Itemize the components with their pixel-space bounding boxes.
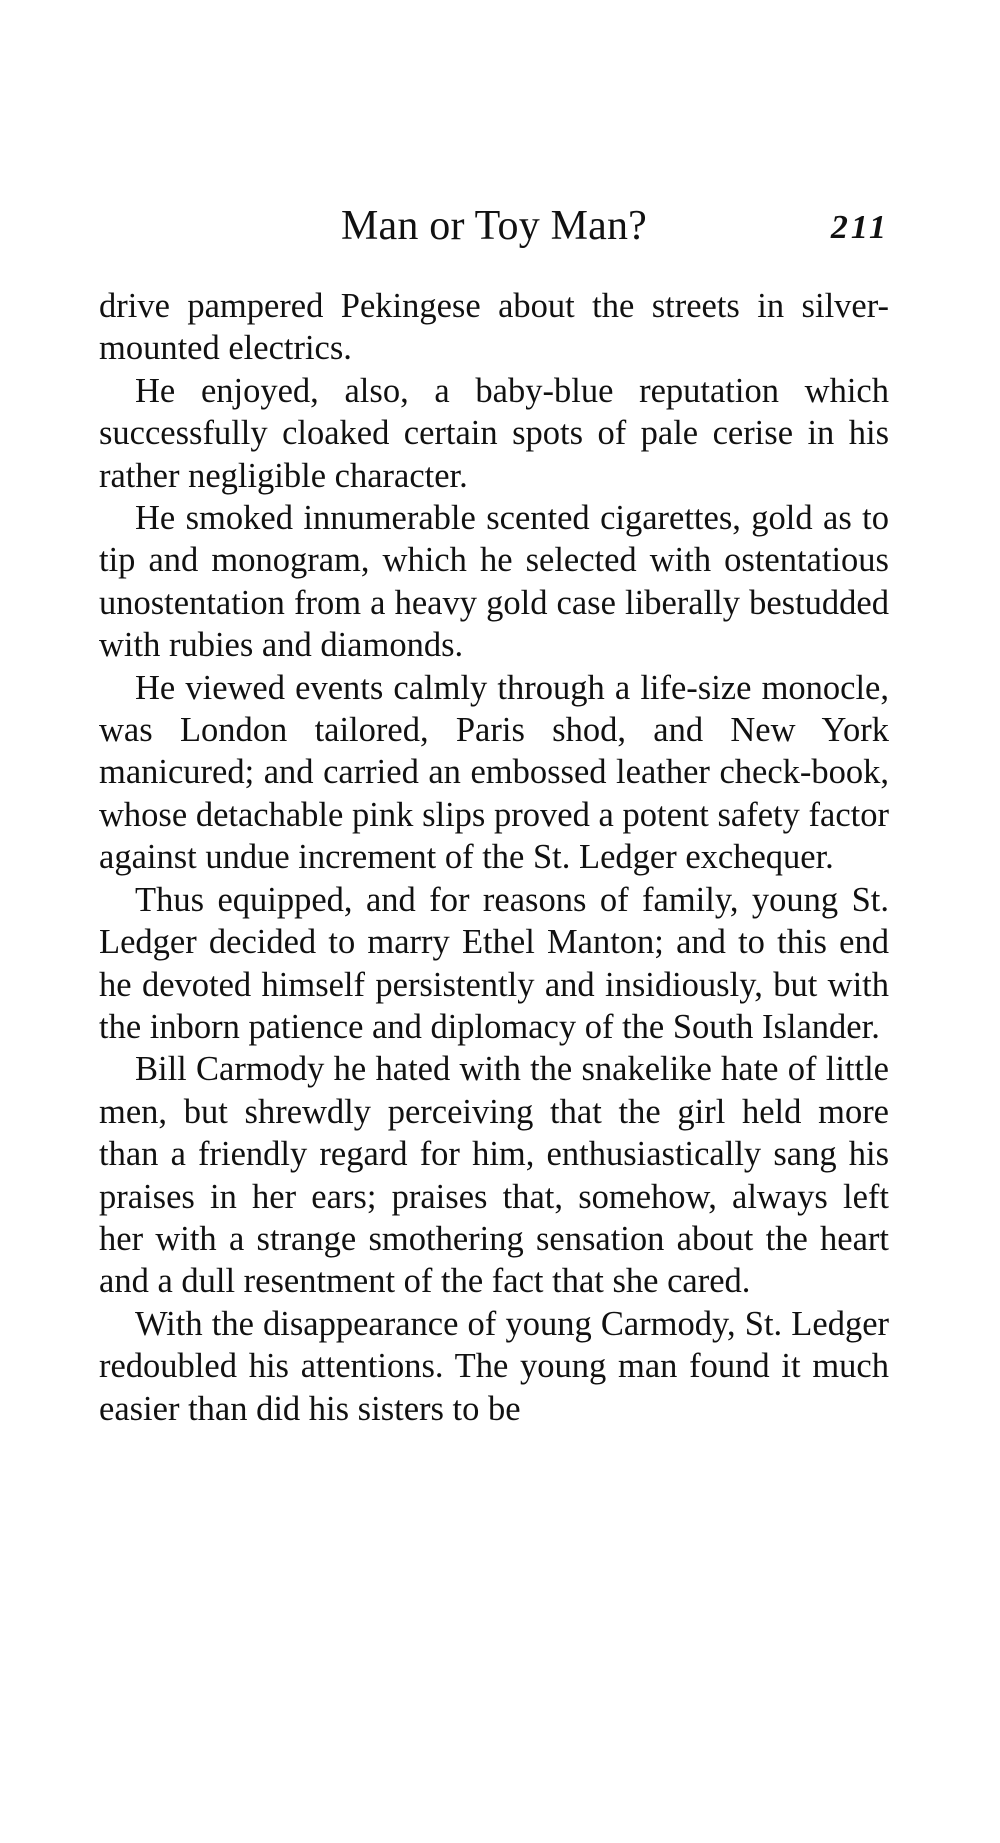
running-title: Man or Toy Man?: [340, 203, 648, 249]
paragraph: He enjoyed, also, a baby-blue reputation which successfully cloaked certain spots of pale cerise in his rather negligible character.: [99, 371, 889, 495]
paragraph: With the disappearance of young Carmody, St. Ledger redoubled his attentions. The young man found it much easier than did his sisters to be: [99, 1304, 889, 1428]
paragraph: He smoked innumerable scented cigarettes, gold as to tip and monogram, which he selected with ostentatious unostentation from a heavy gold case liberally bestudded with rubies and diamonds.: [99, 499, 889, 665]
running-head: [99, 196, 889, 256]
body-text: [99, 285, 889, 1430]
paragraph-continued: drive pampered Pekingese about the streets in silver-mounted electrics.: [99, 287, 889, 368]
paragraph: Bill Carmody he hated with the snakelike hate of little men, but shrewdly perceiving that the girl held more than a friendly regard for him, enthusiastically sang his praises in her ears; praises that, somehow, always left her with a strange smothering sensation about the heart and a dull resentment of the fact that she cared.: [99, 1050, 889, 1301]
page-number: 211: [830, 209, 889, 246]
paragraph: Thus equipped, and for reasons of family, young St. Ledger decided to marry Ethel Manton; and to this end he devoted himself persistently and insidiously, but with the inborn patience and diplomacy of the South Islander.: [99, 880, 889, 1046]
paragraph: He viewed events calmly through a life-size monocle, was London tailored, Paris shod, and New York manicured; and carried an embossed leather check-book, whose detachable pink slips proved a potent safety factor against undue increment of the St. Ledger exchequer.: [99, 668, 889, 877]
